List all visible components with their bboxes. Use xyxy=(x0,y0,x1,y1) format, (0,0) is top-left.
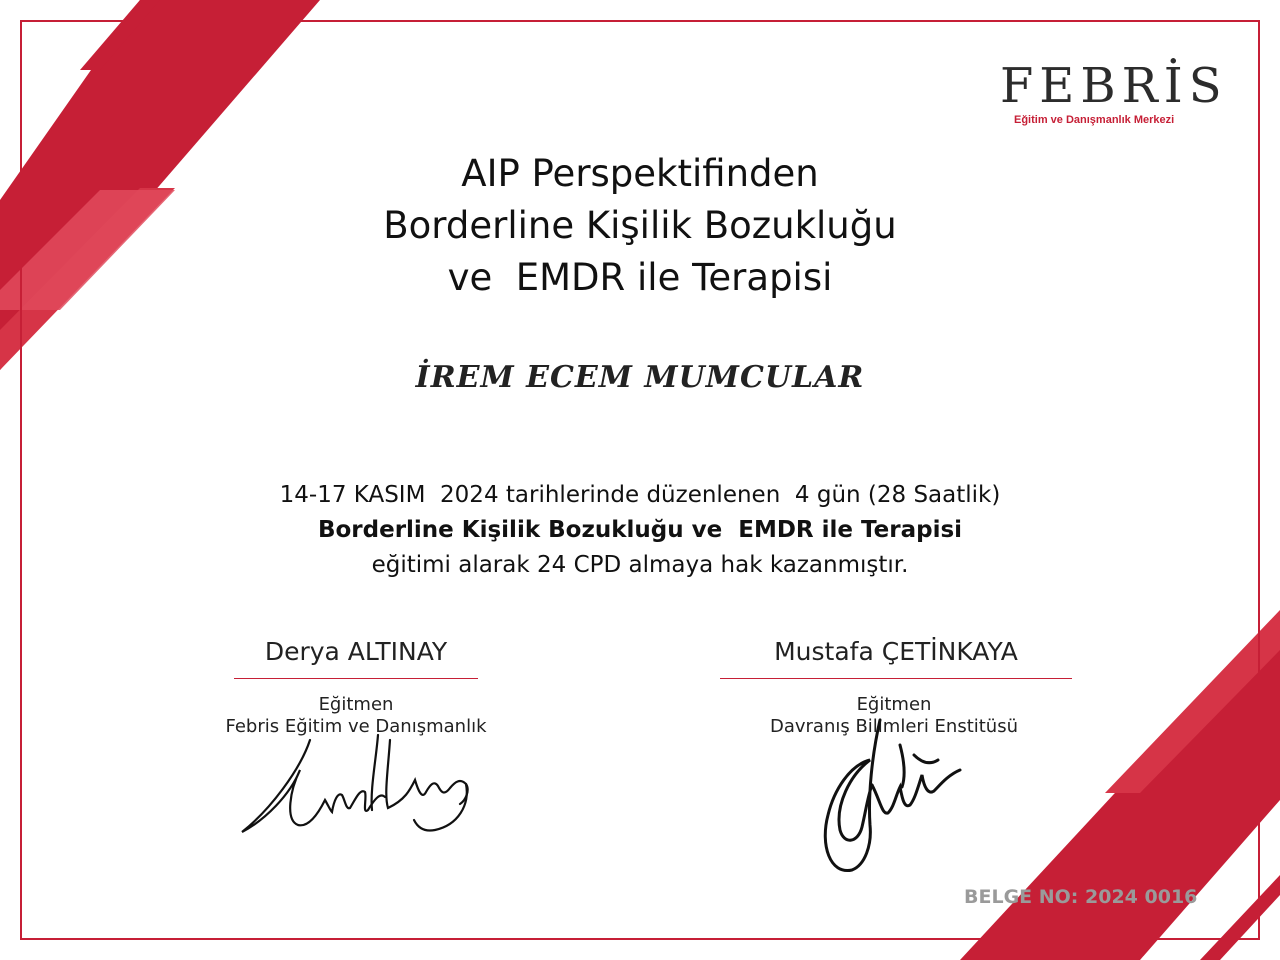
signer-1-line xyxy=(234,678,478,679)
logo-tagline: Eğitim ve Danışmanlık Merkezi xyxy=(1014,114,1175,126)
signer-1-role: Eğitmen xyxy=(318,694,394,715)
signer-2-line xyxy=(720,678,1072,679)
title-line-1: AIP Perspektifinden xyxy=(461,152,819,195)
febris-logo xyxy=(1000,58,1228,126)
logo-wordmark: FEBRİS xyxy=(1000,58,1228,114)
title-line-3: ve EMDR ile Terapisi xyxy=(447,256,833,299)
document-number: BELGE NO: 2024 0016 xyxy=(964,886,1198,908)
signature-2-image xyxy=(810,715,980,880)
signer-block-1 xyxy=(234,634,478,679)
signer-block-2 xyxy=(720,634,1072,679)
signature-1-image xyxy=(230,700,490,850)
body-line-1: 14-17 KASIM 2024 tarihlerinde düzenlenen 4 gün (28 Saatlik) xyxy=(279,482,1001,508)
signer-1-organization: Febris Eğitim ve Danışmanlık xyxy=(225,716,487,737)
body-line-3: eğitimi alarak 24 CPD almaya hak kazanmıştır. xyxy=(371,552,909,578)
signer-2-organization: Davranış Bilimleri Enstitüsü xyxy=(769,716,1019,737)
signer-2-name: Mustafa ÇETİNKAYA xyxy=(774,637,1018,666)
body-line-2: Borderline Kişilik Bozukluğu ve EMDR ile Terapisi xyxy=(317,517,963,543)
certificate-body xyxy=(190,478,1090,583)
recipient-name: İREM ECEM MUMCULAR xyxy=(415,360,865,395)
signer-1-name: Derya ALTINAY xyxy=(264,637,448,666)
certificate-title xyxy=(290,148,990,304)
title-line-2: Borderline Kişilik Bozukluğu xyxy=(383,204,897,247)
signer-2-role: Eğitmen xyxy=(856,694,932,715)
